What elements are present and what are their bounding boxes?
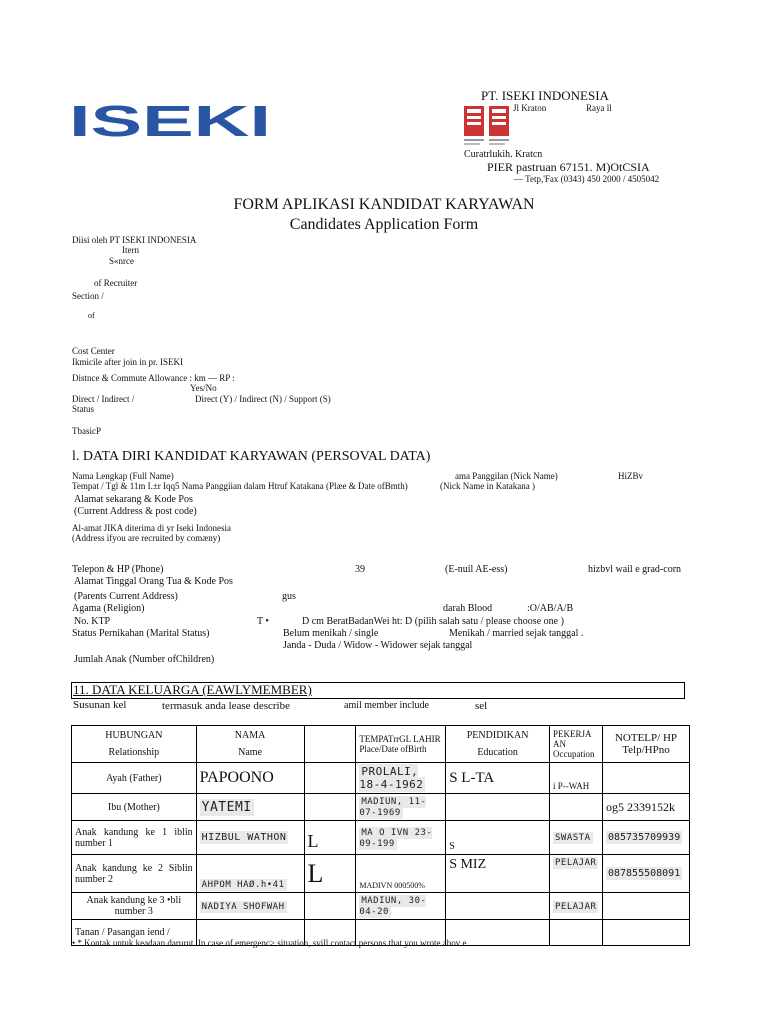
svg-text:ISEKI: ISEKI xyxy=(69,102,271,140)
family-sel-label: sel xyxy=(475,700,488,712)
status-label: Status xyxy=(72,404,95,414)
row-birth xyxy=(356,821,446,855)
col-phone-id: NOTELP/ HP xyxy=(614,732,677,744)
row-gender xyxy=(304,763,356,794)
domicile-label: Ikmicile after join in pr. ISEKI xyxy=(72,357,183,367)
nick-name-value: HiZBv xyxy=(618,471,644,481)
row-relationship: Ibu (Mother) xyxy=(72,794,197,821)
section1-heading: l. DATA DIRI KANDIDAT KARYAWAN (PERSOVAL DATA) xyxy=(72,449,431,464)
row-gender xyxy=(304,794,356,821)
table-row xyxy=(72,855,690,893)
marital-single: Belum menikah / single xyxy=(283,628,379,639)
phone-value: 39 xyxy=(355,564,365,575)
row-occupation xyxy=(549,794,602,821)
alt-address-en-label: (Address ifyou are recruited by comæny) xyxy=(72,533,221,543)
col-name xyxy=(196,726,304,763)
family-arrangement-label: Susunan kel xyxy=(73,699,127,711)
parents-address-value: gus xyxy=(282,591,296,602)
nick-katakana-label: (Nick Name in Katakana ) xyxy=(440,481,535,491)
row-phone xyxy=(602,763,689,794)
row-phone xyxy=(602,855,689,893)
table-row xyxy=(72,821,690,855)
row-name-value: HIZBUL WATHON xyxy=(201,832,287,843)
height-weight-label: D cm BeratBadanWei ht: D (pilih salah satu / please choose one ) xyxy=(302,616,564,627)
family-include-label: termasuk anda lease describe xyxy=(162,700,290,712)
table-row xyxy=(72,763,690,794)
form-subtitle: Candidates Application Form xyxy=(289,216,479,233)
birth-label: Tempat / Tgl & 11m I.±r Iqq5 Nama Panggiian dalam Htruf Katakana (Plæe & Date ofBmth) xyxy=(72,481,408,491)
direct-options: Direct (Y) / Indirect (N) / Support (S) xyxy=(195,394,331,404)
full-name-label: Nama Lengkap (Full Name) xyxy=(72,471,174,481)
cost-center-label: Cost Center xyxy=(72,346,115,356)
row-name-value: YATEMI xyxy=(201,799,252,815)
marital-married: Menikah / married sejak tanggal . xyxy=(449,628,584,639)
col-name-en: Name xyxy=(238,747,263,758)
company-contact: — Tetp,'Fax (0343) 450 2000 / 4505042 xyxy=(514,174,660,184)
certification-badge-icon xyxy=(463,106,511,148)
direct-label: Direct / Indirect / xyxy=(72,394,135,404)
family-member-label: amil member include xyxy=(344,700,429,711)
col-relationship xyxy=(72,726,197,763)
row-occupation xyxy=(549,893,602,920)
col-occupation-id: PEKERJA AN xyxy=(552,729,591,749)
alt-address-label: Al-amat JIKA diterima di yr Iseki Indonesia xyxy=(72,523,231,533)
row-education: S MIZ xyxy=(446,855,550,893)
row-birth: MADIVN 000500% xyxy=(356,855,446,893)
row-occupation xyxy=(549,821,602,855)
company-address-1a: Jl Kraton xyxy=(513,103,547,113)
religion-label: Agama (Religion) xyxy=(72,603,145,614)
nick-name-label: ama Panggilan (Nick Name) xyxy=(455,471,558,481)
row-name-value: AHPOM HAØ.h•41 xyxy=(201,880,285,890)
marital-status-label: Status Pernikahan (Marital Status) xyxy=(72,628,210,639)
row-relationship: Ayah (Father) xyxy=(72,763,197,794)
col-occupation-en: Occupation xyxy=(552,749,595,759)
form-title: FORM APLIKASI KANDIDAT KARYAWAN xyxy=(233,196,535,213)
row-occupation-value: SWASTA xyxy=(554,833,591,843)
parents-address-label: Alamat Tinggal Orang Tua & Kode Pos xyxy=(74,576,233,587)
col-birth: TEMPATrrGL LAHIR Place/Date ofBirth xyxy=(356,726,446,763)
item-label: Itern xyxy=(122,245,139,255)
parents-address-en-label: (Parents Current Address) xyxy=(74,591,178,602)
col-phone xyxy=(602,726,689,763)
row-occupation: i P--WAH xyxy=(549,763,602,794)
row-gender: L xyxy=(304,821,356,855)
col-occupation xyxy=(549,726,602,763)
col-name-id: NAMA xyxy=(234,730,266,741)
row-education xyxy=(446,893,550,920)
row-education: S L-TA xyxy=(446,763,550,794)
row-phone-value: 087855508091 xyxy=(607,868,681,879)
source-label: S«nrce xyxy=(109,256,134,266)
company-address-2: Curatrlukih. Kratcn xyxy=(464,149,543,160)
family-table-header xyxy=(72,726,690,763)
row-phone xyxy=(602,821,689,855)
row-name-value: NADIYA SHOFWAH xyxy=(201,901,285,912)
blood-label: darah Blood xyxy=(443,603,493,614)
row-name xyxy=(196,821,304,855)
row-birth xyxy=(356,763,446,794)
filled-by-label: Diisi oleh PT ISEKI INDONESIA xyxy=(72,235,197,245)
company-name: PT. ISEKI INDONESIA xyxy=(481,88,609,103)
distance-label: Distnce & Commute Allowance : km — RP : xyxy=(72,373,235,383)
marital-widow: Janda - Duda / Widow - Widower sejak tanggal xyxy=(283,640,473,651)
row-phone xyxy=(602,893,689,920)
row-relationship: Tanan / Pasangan iend / xyxy=(72,920,197,946)
table-row xyxy=(72,794,690,821)
footnote: • * Kontak untuk keadaan darurut. In case of emergenc> situation, svill contact persons that you wrote abov e. xyxy=(72,938,469,948)
row-phone: og5 2339152k xyxy=(602,794,689,821)
row-birth xyxy=(356,794,446,821)
row-phone xyxy=(602,920,689,946)
row-relationship: Anak kandung ke 3 •bli number 3 xyxy=(72,893,197,920)
row-birth-value: PROLALI, 18-4-1962 xyxy=(359,765,424,791)
row-gender xyxy=(304,893,356,920)
col-gender xyxy=(304,726,356,763)
row-birth xyxy=(356,893,446,920)
row-education: S xyxy=(446,821,550,855)
basic-label: TbasicP xyxy=(72,426,101,436)
company-address-3: PIER pastruan 67151. M)OtCSIA xyxy=(487,160,650,174)
row-occupation-value: PELAJAR xyxy=(554,858,597,868)
row-relationship: Anak kandung ke 1 iblin number 1 xyxy=(72,821,197,855)
row-name xyxy=(196,855,304,893)
col-relationship-id: HUBUNGAN xyxy=(105,730,163,741)
row-name xyxy=(196,794,304,821)
recruiter-label: of Recruiter xyxy=(94,278,138,288)
company-address-1b: Raya ll xyxy=(586,103,612,113)
phone-label: Telepon & HP (Phone) xyxy=(72,564,164,575)
row-relationship: Anak kandung ke 2 Siblin number 2 xyxy=(72,855,197,893)
table-row xyxy=(72,893,690,920)
row-name xyxy=(196,893,304,920)
row-birth-value: MA O IVN 23-09-199 xyxy=(359,827,433,849)
row-birth-value: MADIUN, 30-04-20 xyxy=(359,896,427,917)
col-education-en: Education xyxy=(477,747,518,758)
col-education-id: PENDIDIKAN xyxy=(466,730,529,741)
section2-heading: 11. DATA KELUARGA (EAWLYMEMBER) xyxy=(73,682,312,697)
of-label: of xyxy=(88,311,95,320)
row-gender: L xyxy=(304,855,356,893)
row-occupation-value: PELAJAR xyxy=(554,901,597,912)
col-education xyxy=(446,726,550,763)
email-value: hizbvl wail e grad-corn xyxy=(588,564,682,575)
col-phone-en: Telp/HPno xyxy=(622,744,670,756)
row-phone-value: 085735709939 xyxy=(607,832,681,843)
address-en-label: (Current Address & post code) xyxy=(74,506,197,517)
ktp-mark: T • xyxy=(257,616,269,627)
iseki-logo xyxy=(68,102,272,140)
blood-options: :O/AB/A/B xyxy=(527,603,574,614)
row-name: PAPOONO xyxy=(196,763,304,794)
row-occupation xyxy=(549,855,602,893)
children-label: Jumlah Anak (Number ofChildren) xyxy=(74,654,215,665)
yes-no-label: Yes/No xyxy=(190,383,217,393)
family-table xyxy=(71,725,690,946)
ktp-label: No. KTP xyxy=(74,616,111,627)
row-birth-value: MADIUN, 11-07-1969 xyxy=(359,797,427,818)
row-education xyxy=(446,794,550,821)
address-label: Alamat sekarang & Kode Pos xyxy=(74,494,193,505)
col-relationship-en: Relationship xyxy=(108,747,160,758)
email-label: (E-nuil AE-ess) xyxy=(445,564,508,575)
row-occupation xyxy=(549,920,602,946)
section-label: Section / xyxy=(72,291,104,301)
